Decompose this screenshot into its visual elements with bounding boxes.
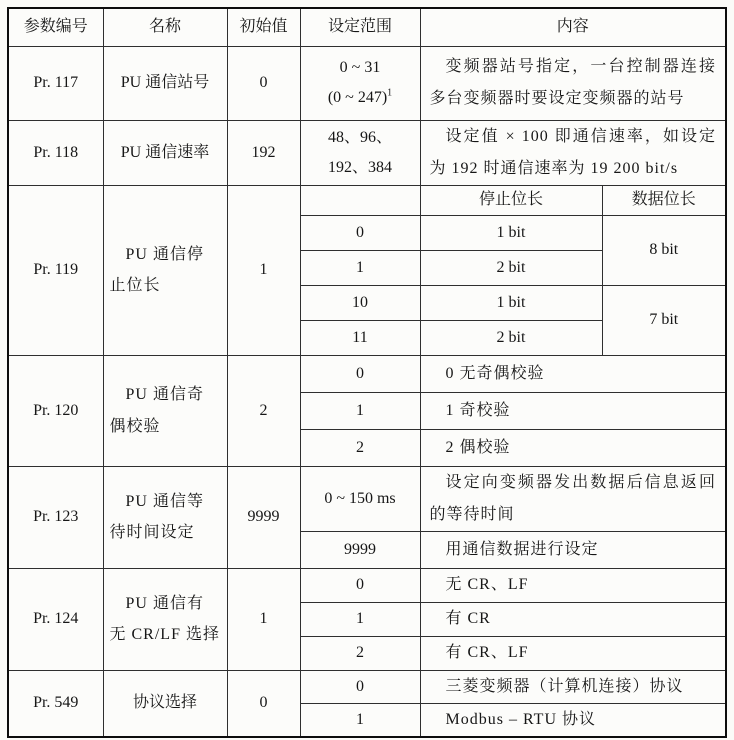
- cell-stop-bits: 2 bit: [420, 320, 602, 355]
- cell-range: [300, 120, 420, 185]
- cell-param: Pr. 123: [8, 466, 103, 568]
- cell-stop-bits: 1 bit: [420, 285, 602, 320]
- cell-param: Pr. 117: [8, 46, 103, 120]
- cell-initial: 9999: [227, 466, 300, 568]
- table-header-row: [8, 8, 726, 46]
- range-line: 48、96、: [327, 128, 392, 146]
- col-header-param: 参数编号: [8, 8, 103, 46]
- cell-param: Pr. 549: [8, 670, 103, 737]
- cell-param: Pr. 120: [8, 355, 103, 466]
- cell-range: 0 ~ 150 ms: [300, 466, 420, 531]
- cell-content: 设定向变频器发出数据后信息返回的等待时间: [420, 466, 726, 531]
- cell-content: 1 奇校验: [420, 392, 726, 429]
- range-line: 0 ~ 31: [339, 59, 381, 77]
- cell-name: PU 通信有无 CR/LF 选择: [103, 568, 227, 670]
- cell-stop-bits: 2 bit: [420, 250, 602, 285]
- cell-range: 10: [300, 285, 420, 320]
- cell-initial: 1: [227, 185, 300, 355]
- subcol-header-data-bits: 数据位长: [602, 185, 726, 215]
- cell-content: 设定值 × 100 即通信速率，如设定为 192 时通信速率为 19 200 bit/s: [420, 120, 726, 185]
- cell-range: 1: [300, 602, 420, 636]
- table-row-pr123-0: [8, 466, 726, 531]
- cell-range: 9999: [300, 531, 420, 568]
- col-header-initial: 初始值: [227, 8, 300, 46]
- col-header-range: 设定范围: [300, 8, 420, 46]
- table-row-pr124-0: [8, 568, 726, 602]
- table-row-pr549-0: [8, 670, 726, 703]
- cell-content: 2 偶校验: [420, 429, 726, 466]
- cell-range: 0: [300, 355, 420, 392]
- cell-range: 0: [300, 568, 420, 602]
- cell-content: Modbus – RTU 协议: [420, 703, 726, 737]
- cell-data-bits: 8 bit: [602, 215, 726, 285]
- cell-content: 有 CR、LF: [420, 636, 726, 670]
- cell-content: 三菱变频器（计算机连接）协议: [420, 670, 726, 703]
- cell-range: [300, 46, 420, 120]
- cell-initial: 0: [227, 46, 300, 120]
- table-row-pr118: [8, 120, 726, 185]
- table-row-pr119-subheader: [8, 185, 726, 215]
- cell-content: 无 CR、LF: [420, 568, 726, 602]
- cell-range: 0: [300, 215, 420, 250]
- cell-name: PU 通信速率: [103, 120, 227, 185]
- col-header-name: 名称: [103, 8, 227, 46]
- cell-range: 1: [300, 392, 420, 429]
- cell-content: 0 无奇偶校验: [420, 355, 726, 392]
- cell-range: 2: [300, 636, 420, 670]
- cell-range: 1: [300, 250, 420, 285]
- table-row-pr117: [8, 46, 726, 120]
- cell-name: PU 通信站号: [103, 46, 227, 120]
- cell-range: 11: [300, 320, 420, 355]
- subcol-header-stop-bits: 停止位长: [420, 185, 602, 215]
- cell-param: Pr. 124: [8, 568, 103, 670]
- range-line: (0 ~ 247)$^1$: [327, 87, 393, 106]
- footnote-marker: 1: [387, 87, 393, 99]
- cell-content: 用通信数据进行设定: [420, 531, 726, 568]
- cell-initial: 0: [227, 670, 300, 737]
- cell-name: PU 通信停止位长: [103, 185, 227, 355]
- cell-data-bits: 7 bit: [602, 285, 726, 355]
- pu-communication-parameter-table: [7, 7, 727, 738]
- cell-name: PU 通信等待时间设定: [103, 466, 227, 568]
- cell-range: 0: [300, 670, 420, 703]
- cell-name: PU 通信奇偶校验: [103, 355, 227, 466]
- cell-initial: 2: [227, 355, 300, 466]
- cell-initial: 192: [227, 120, 300, 185]
- cell-stop-bits: 1 bit: [420, 215, 602, 250]
- cell-param: Pr. 118: [8, 120, 103, 185]
- cell-content: 变频器站号指定，一台控制器连接多台变频器时要设定变频器的站号: [420, 46, 726, 120]
- cell-content: 有 CR: [420, 602, 726, 636]
- cell-name: 协议选择: [103, 670, 227, 737]
- cell-range-empty: [300, 185, 420, 215]
- cell-range: 2: [300, 429, 420, 466]
- cell-range: 1: [300, 703, 420, 737]
- table-row-pr120-0: [8, 355, 726, 392]
- col-header-content: 内容: [420, 8, 726, 46]
- cell-initial: 1: [227, 568, 300, 670]
- cell-param: Pr. 119: [8, 185, 103, 355]
- range-line: 192、384: [327, 158, 392, 176]
